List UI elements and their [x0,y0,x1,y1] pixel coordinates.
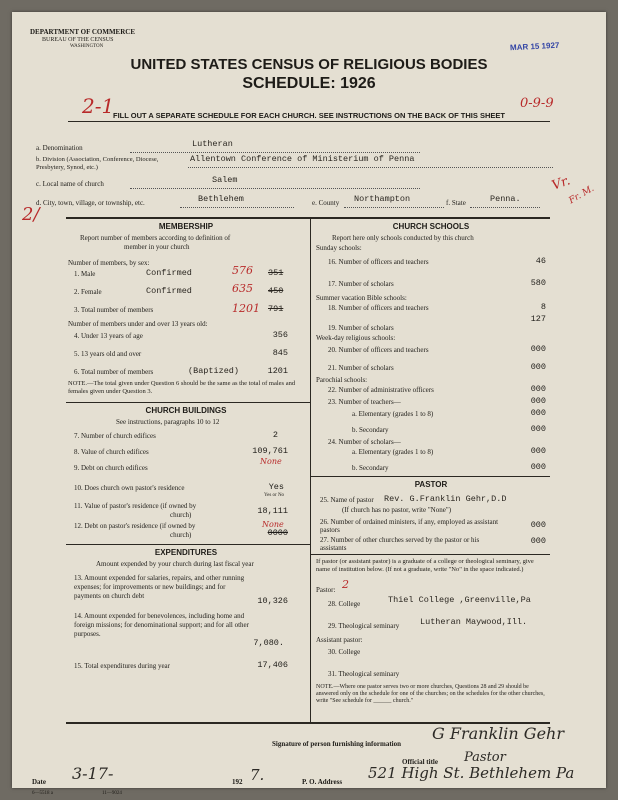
q8-label: 8. Value of church edifices [74,448,149,456]
q9-label: 9. Debt on church edifices [74,464,148,472]
pastor-hand-mark: 2 [342,578,349,591]
q3-struck: 791 [268,304,284,314]
schools-heading: CHURCH SCHOOLS [392,222,470,231]
summer-label: Summer vacation Bible schools: [316,294,407,302]
q12-label-2: church) [170,531,192,539]
margin-note: Vr. [549,173,573,194]
q19-value: 127 [530,314,546,324]
weekday-label: Week-day religious schools: [316,334,396,342]
parochial-label: Parochial schools: [316,376,368,384]
schools-sub: Report here only schools conducted by this church [332,234,474,242]
ref-mark-left: 2-1 [82,94,115,118]
q25-label: 25. Name of pastor [320,496,374,504]
denomination-label: a. Denomination [36,144,83,152]
q8-value: 109,761 [252,446,288,456]
buildings-sub: See instructions, paragraphs 10 to 12 [116,418,220,426]
dept-label: DEPARTMENT OF COMMERCE [30,28,136,36]
q3-hand: 1201 [232,302,260,315]
q16-value: 46 [535,256,546,266]
q29-label: 29. Theological seminary [328,622,400,630]
q24a-value: 000 [530,446,546,456]
q23a-value: 000 [530,408,546,418]
expenditures-sub: Amount expended by your church during last fiscal year [96,560,254,568]
membership-sub1: Report number of members according to definition of [80,234,231,242]
age-note: Number of members under and over 13 years old: [68,320,208,328]
q2-hand: 635 [232,282,253,295]
q17-value: 580 [530,278,546,288]
q15-label: 15. Total expenditures during year [74,662,170,670]
form-number-2: 11—9024 [102,791,122,796]
county-value: Northampton [354,194,411,204]
q6-label: 6. Total number of members [74,368,154,376]
po-address-label: P. O. Address [302,778,343,786]
q21-value: 000 [530,362,546,372]
instruction-line: FILL OUT A SEPARATE SCHEDULE FOR EACH CHURCH. SEE INSTRUCTIONS ON THE BACK OF THIS SHEET [113,111,505,120]
q24a-label: a. Elementary (grades 1 to 8) [352,448,434,456]
q26-value: 000 [530,520,546,530]
q6-typed: (Baptized) [188,366,240,376]
year-hand: 7. [250,766,265,784]
q20-value: 000 [530,344,546,354]
q10-label: 10. Does church own pastor's residence [74,484,185,492]
pastor-note: NOTE.—Where one pastor serves two or more churches, Questions 28 and 29 should be answered only on the schedule for one of the churches; on the schedules for the other churches, write "See schedule for ______ church." [316,684,545,704]
q10-value: Yes [268,482,284,492]
q30-label: 30. College [328,648,361,656]
q7-value: 2 [272,430,278,440]
q19-label: 19. Number of scholars [328,324,394,332]
q11-label-2: church) [170,511,192,519]
year-prefix: 192 [232,778,243,786]
division-value: Allentown Conference of Ministerium of Penna [190,154,415,164]
q1-label: 1. Male [74,270,96,278]
q1-hand: 576 [232,264,253,277]
q3-label: 3. Total number of members [74,306,154,314]
q23-value: 000 [530,396,546,406]
q1-typed: Confirmed [146,268,192,278]
membership-heading: MEMBERSHIP [158,222,214,231]
county-label: e. County [312,199,340,207]
q12-value: 0000 [267,528,288,538]
q11-label: 11. Value of pastor's residence (if owned by [74,502,197,510]
expenditures-heading: EXPENDITURES [154,548,218,557]
denomination-value: Lutheran [192,139,233,149]
q13-value: 10,326 [257,596,288,606]
form-subtitle: SCHEDULE: 1926 [242,75,376,92]
city-town-value: Bethlehem [198,194,244,204]
q18-label: 18. Number of officers and teachers [328,304,429,312]
q14-label: 14. Amount expended for benevolences, including home and foreign missions; for denominational support; and for all other purposes. [74,612,249,638]
local-name-value: Salem [212,175,238,185]
q24-label: 24. Number of scholars— [328,438,401,446]
q1-struck: 351 [268,268,284,278]
q26-label: 26. Number of ordained ministers, if any, employed as assistant pastors [320,518,499,534]
q20-label: 20. Number of officers and teachers [328,346,429,354]
q11-value: 18,111 [257,506,288,516]
buildings-heading: CHURCH BUILDINGS [145,406,227,415]
q23b-value: 000 [530,424,546,434]
q2-typed: Confirmed [146,286,192,296]
grad-note: If pastor (or assistant pastor) is a graduate of a college or theological seminary, give name of institution below. (If not a graduate, write "No" in the space indicated.) [316,558,534,573]
q4-value: 356 [272,330,288,340]
state-label: f. State [446,199,466,207]
yes-no-label: Yes or No [264,493,285,498]
q31-label: 31. Theological seminary [328,670,400,678]
pastor-sublabel: Pastor: [316,586,336,594]
signature: G Franklin Gehr [432,724,564,743]
q21-label: 21. Number of scholars [328,364,394,372]
q14-value: 7,080. [253,638,284,648]
city-town-label: d. City, town, village, or township, etc. [36,199,145,207]
q24b-label: b. Secondary [352,464,389,472]
form-number: 6—5518 a [32,791,53,796]
division-label: b. Division (Association, Conference, Diocese, Presbytery, Synod, etc.) [36,156,159,171]
side-mark: 2/ [22,204,40,225]
assistant-pastor-label: Assistant pastor: [316,636,363,644]
sunday-label: Sunday schools: [316,244,362,252]
q7-label: 7. Number of church edifices [74,432,156,440]
membership-note: NOTE.—The total given under Question 6 should be the same as the total of males and females given under Question 3. [68,380,296,395]
q27-label: 27. Number of other churches served by the pastor or his assistants [320,536,480,552]
q18-value: 8 [540,302,546,312]
q2-struck: 450 [268,286,284,296]
q22-value: 000 [530,384,546,394]
q22-label: 22. Number of administrative officers [328,386,434,394]
q2-label: 2. Female [74,288,102,296]
q29-value: Lutheran Maywood,Ill. [420,617,528,627]
q5-value: 845 [272,348,288,358]
q12-label: 12. Debt on pastor's residence (if owned by [74,522,196,530]
q17-label: 17. Number of scholars [328,280,394,288]
q28-value: Thiel College ,Greenville,Pa [388,595,531,605]
q23a-label: a. Elementary (grades 1 to 8) [352,410,434,418]
q13-label: 13. Amount expended for salaries, repairs, and other running expenses; for improvements or new buildings; and for payments on church debt [74,574,245,600]
q27-value: 000 [530,536,546,546]
census-schedule-sheet [12,12,606,796]
official-title-label: Official title [402,758,438,766]
date-value: 3-17- [72,764,114,783]
q6-value: 1201 [267,366,288,376]
state-value: Penna. [490,194,521,204]
by-sex-label: Number of members, by sex: [68,259,150,267]
signature-label: Signature of person furnishing information [272,740,401,748]
local-name-label: c. Local name of church [36,180,104,188]
form-title: UNITED STATES CENSUS OF RELIGIOUS BODIES [130,56,488,73]
q24b-value: 000 [530,462,546,472]
official-title-value: Pastor [464,750,506,765]
q16-label: 16. Number of officers and teachers [328,258,429,266]
po-address-value: 521 High St. Bethlehem Pa [368,764,575,782]
pastor-heading: PASTOR [414,480,448,489]
bureau-label: BUREAU OF THE CENSUS [42,37,114,43]
margin-note-2: Fr. M. [567,183,597,207]
received-stamp: MAR 15 1927 [509,40,560,53]
q5-label: 5. 13 years old and over [74,350,142,358]
q9-hand: None [260,457,282,466]
q12-hand: None [262,520,284,529]
q25-value: Rev. G.Franklin Gehr,D.D [384,494,507,504]
city-label: WASHINGTON [70,44,104,49]
q15-value: 17,406 [257,660,288,670]
q4-label: 4. Under 13 years of age [74,332,143,340]
q23b-label: b. Secondary [352,426,389,434]
date-label: Date [32,778,46,786]
q28-label: 28. College [328,600,361,608]
ref-mark-right: 0-9-9 [520,96,554,111]
membership-sub2: member in your church [124,243,190,251]
q25-note: (If church has no pastor, write "None") [342,506,452,514]
q23-label: 23. Number of teachers— [328,398,401,406]
